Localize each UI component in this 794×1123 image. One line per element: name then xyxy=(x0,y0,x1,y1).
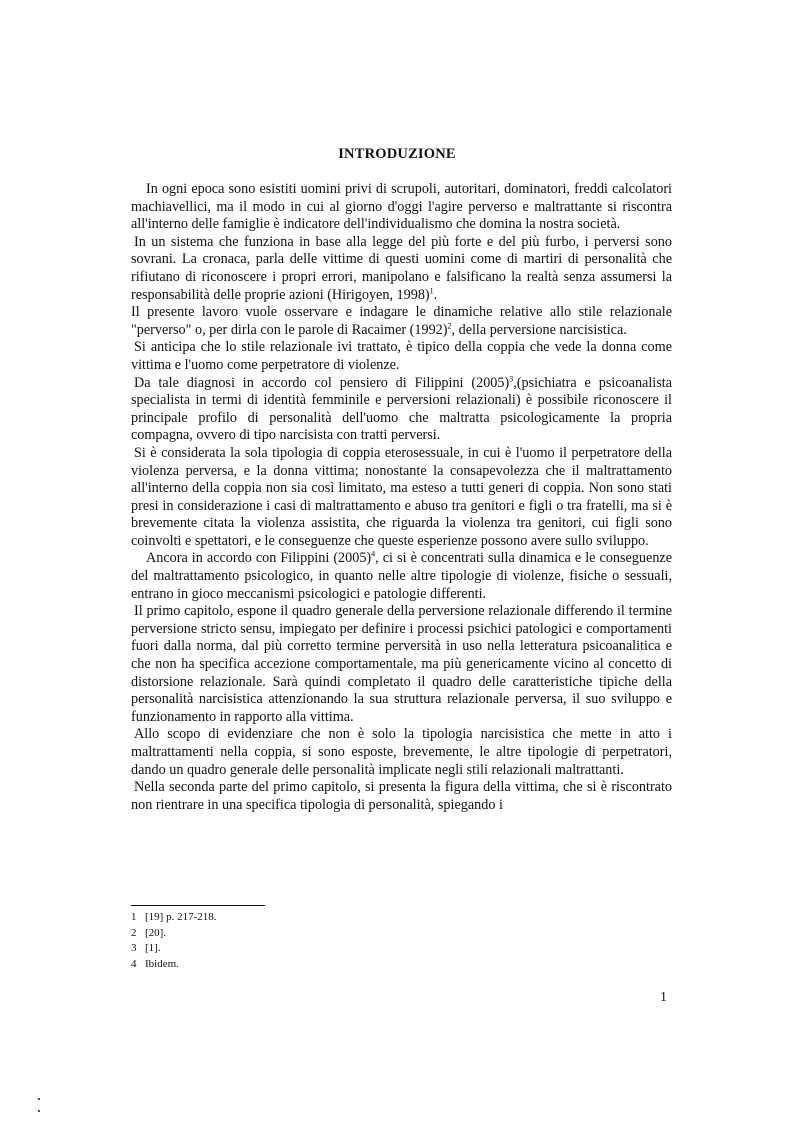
paragraph: In un sistema che funziona in base alla legge del più forte e del più furbo, i perversi sono sovrani. La cronaca, parla delle vittime di questi uomini come di martiri di personalità che rifiutano di riconoscere i propri errori, manipolano e falsificano la realtà senza assumersi la responsabilità delle proprie azioni (Hirigoyen, 1998)$^1$. xyxy=(131,233,672,303)
footnote-text: [1]. xyxy=(145,942,161,954)
footnote-number: 1 xyxy=(131,911,137,923)
paragraph: In ogni epoca sono esistiti uomini privi di scrupoli, autoritari, dominatori, freddi calcolatori machiavellici, ma il modo in cui al giorno d'oggi l'agire perverso e maltrattante si riscontra all'interno delle famiglie è indicatore dell'individualismo che domina la nostra società. xyxy=(131,181,672,233)
page-title: INTRODUZIONE xyxy=(338,146,456,162)
footnote-marker: 3 xyxy=(509,373,514,383)
footnote-text: Ibidem. xyxy=(145,957,179,970)
footnote xyxy=(131,926,217,942)
footnote-number: 2 xyxy=(131,926,137,939)
footnote-number: 3 xyxy=(131,942,137,954)
paragraph: Ancora in accordo con Filippini $(2005)^4$, ci si è concentrati sulla dinamica e le conseguenze del maltrattamento psicologico, in quanto nelle altre tipologie di violenze, fisiche o sessuali, entrano in gioco meccanismi psicologici e patologie differenti. xyxy=(131,549,673,602)
footnotes xyxy=(131,910,217,972)
footnote-divider xyxy=(131,905,265,906)
paragraph: Allo scopo di evidenziare che non è solo la tipologia narcisistica che mette in atto i maltrattamenti nella coppia, si sono esposte, brevemente, le altre tipologie di perpetratori, dando un quadro generale delle personalità implicate negli stili relazionali maltrattanti. xyxy=(131,726,672,778)
scan-artifact xyxy=(38,1098,40,1100)
footnote xyxy=(131,910,217,926)
paragraph: Nella seconda parte del primo capitolo, si presenta la figura della vittima, che si è riscontrato non rientrare in una specifica tipologia di personalità, spiegando i xyxy=(131,779,672,813)
footnote xyxy=(131,941,217,957)
page-number: 1 xyxy=(660,990,667,1005)
footnote-number: 4 xyxy=(131,957,137,970)
paragraph: Da tale diagnosi in accordo col pensiero di Filippini $(2005)^3,(psichiatra$ e psicoanalista specialista in termi di identità femminile e perversioni relazionali) è possibile riconoscere il principale profilo di personalità dell'uomo che maltratta psicologicamente la propria compagna, ovvero di tipo narcisista con tratti perversi. xyxy=(131,373,673,444)
footnote-marker: 4 xyxy=(371,549,376,559)
scan-artifact xyxy=(38,1110,40,1112)
paragraph: Si anticipa che lo stile relazionale ivi trattato, è tipico della coppia che vede la donna come vittima e l'uomo come perpetratore di violenze. xyxy=(131,339,672,373)
paragraph: Il primo capitolo, espone il quadro generale della perversione relazionale differendo il termine perversione stricto sensu, impiegato per definire i processi psichici patologici e comportamenti fuori dalla norma, dal più corretto termine perversità in uso nella letteratura psicoanalitica e che non ha specifica accezione comportamentale, ma più genericamente vicino al concetto di distorsione relazionale. Sarà quindi completato il quadro delle caratteristiche tipiche della personalità narcisistica attenzionando la sua struttura relazionale perversa, il suo sviluppo e funzionamento in rapporto alla vittima. xyxy=(131,603,672,725)
footnote xyxy=(131,957,217,973)
paragraph: Il presente lavoro vuole osservare e indagare le dinamiche relative allo stile relazionale "perverso" o, per dirla con le parole di Racaimer $(1992)^2$, della perversione narcisistica. xyxy=(131,304,672,338)
footnote-marker: 2 xyxy=(447,321,452,331)
footnote-text: [20]. xyxy=(145,926,167,939)
body-text xyxy=(131,181,672,814)
footnote-marker: 1 xyxy=(429,285,434,295)
footnote-text: [19] p. 217-218. xyxy=(145,911,217,923)
paragraph: Si è considerata la sola tipologia di coppia eterosessuale, in cui è l'uomo il perpetratore della violenza perversa, e la donna vittima; nonostante la consapevolezza che il maltrattamento all'interno della coppia non sia così limitato, ma esteso a tutti generi di coppia. Non sono stati presi in considerazione i casi di maltrattamento e abuso tra genitori e figli o tra fratelli, ma si è brevemente citata la violenza assistita, che riguarda la violenza tra genitori, cui figli sono coinvolti e spettatori, e le conseguenze che queste esperienze possono avere sullo sviluppo. xyxy=(131,444,672,549)
